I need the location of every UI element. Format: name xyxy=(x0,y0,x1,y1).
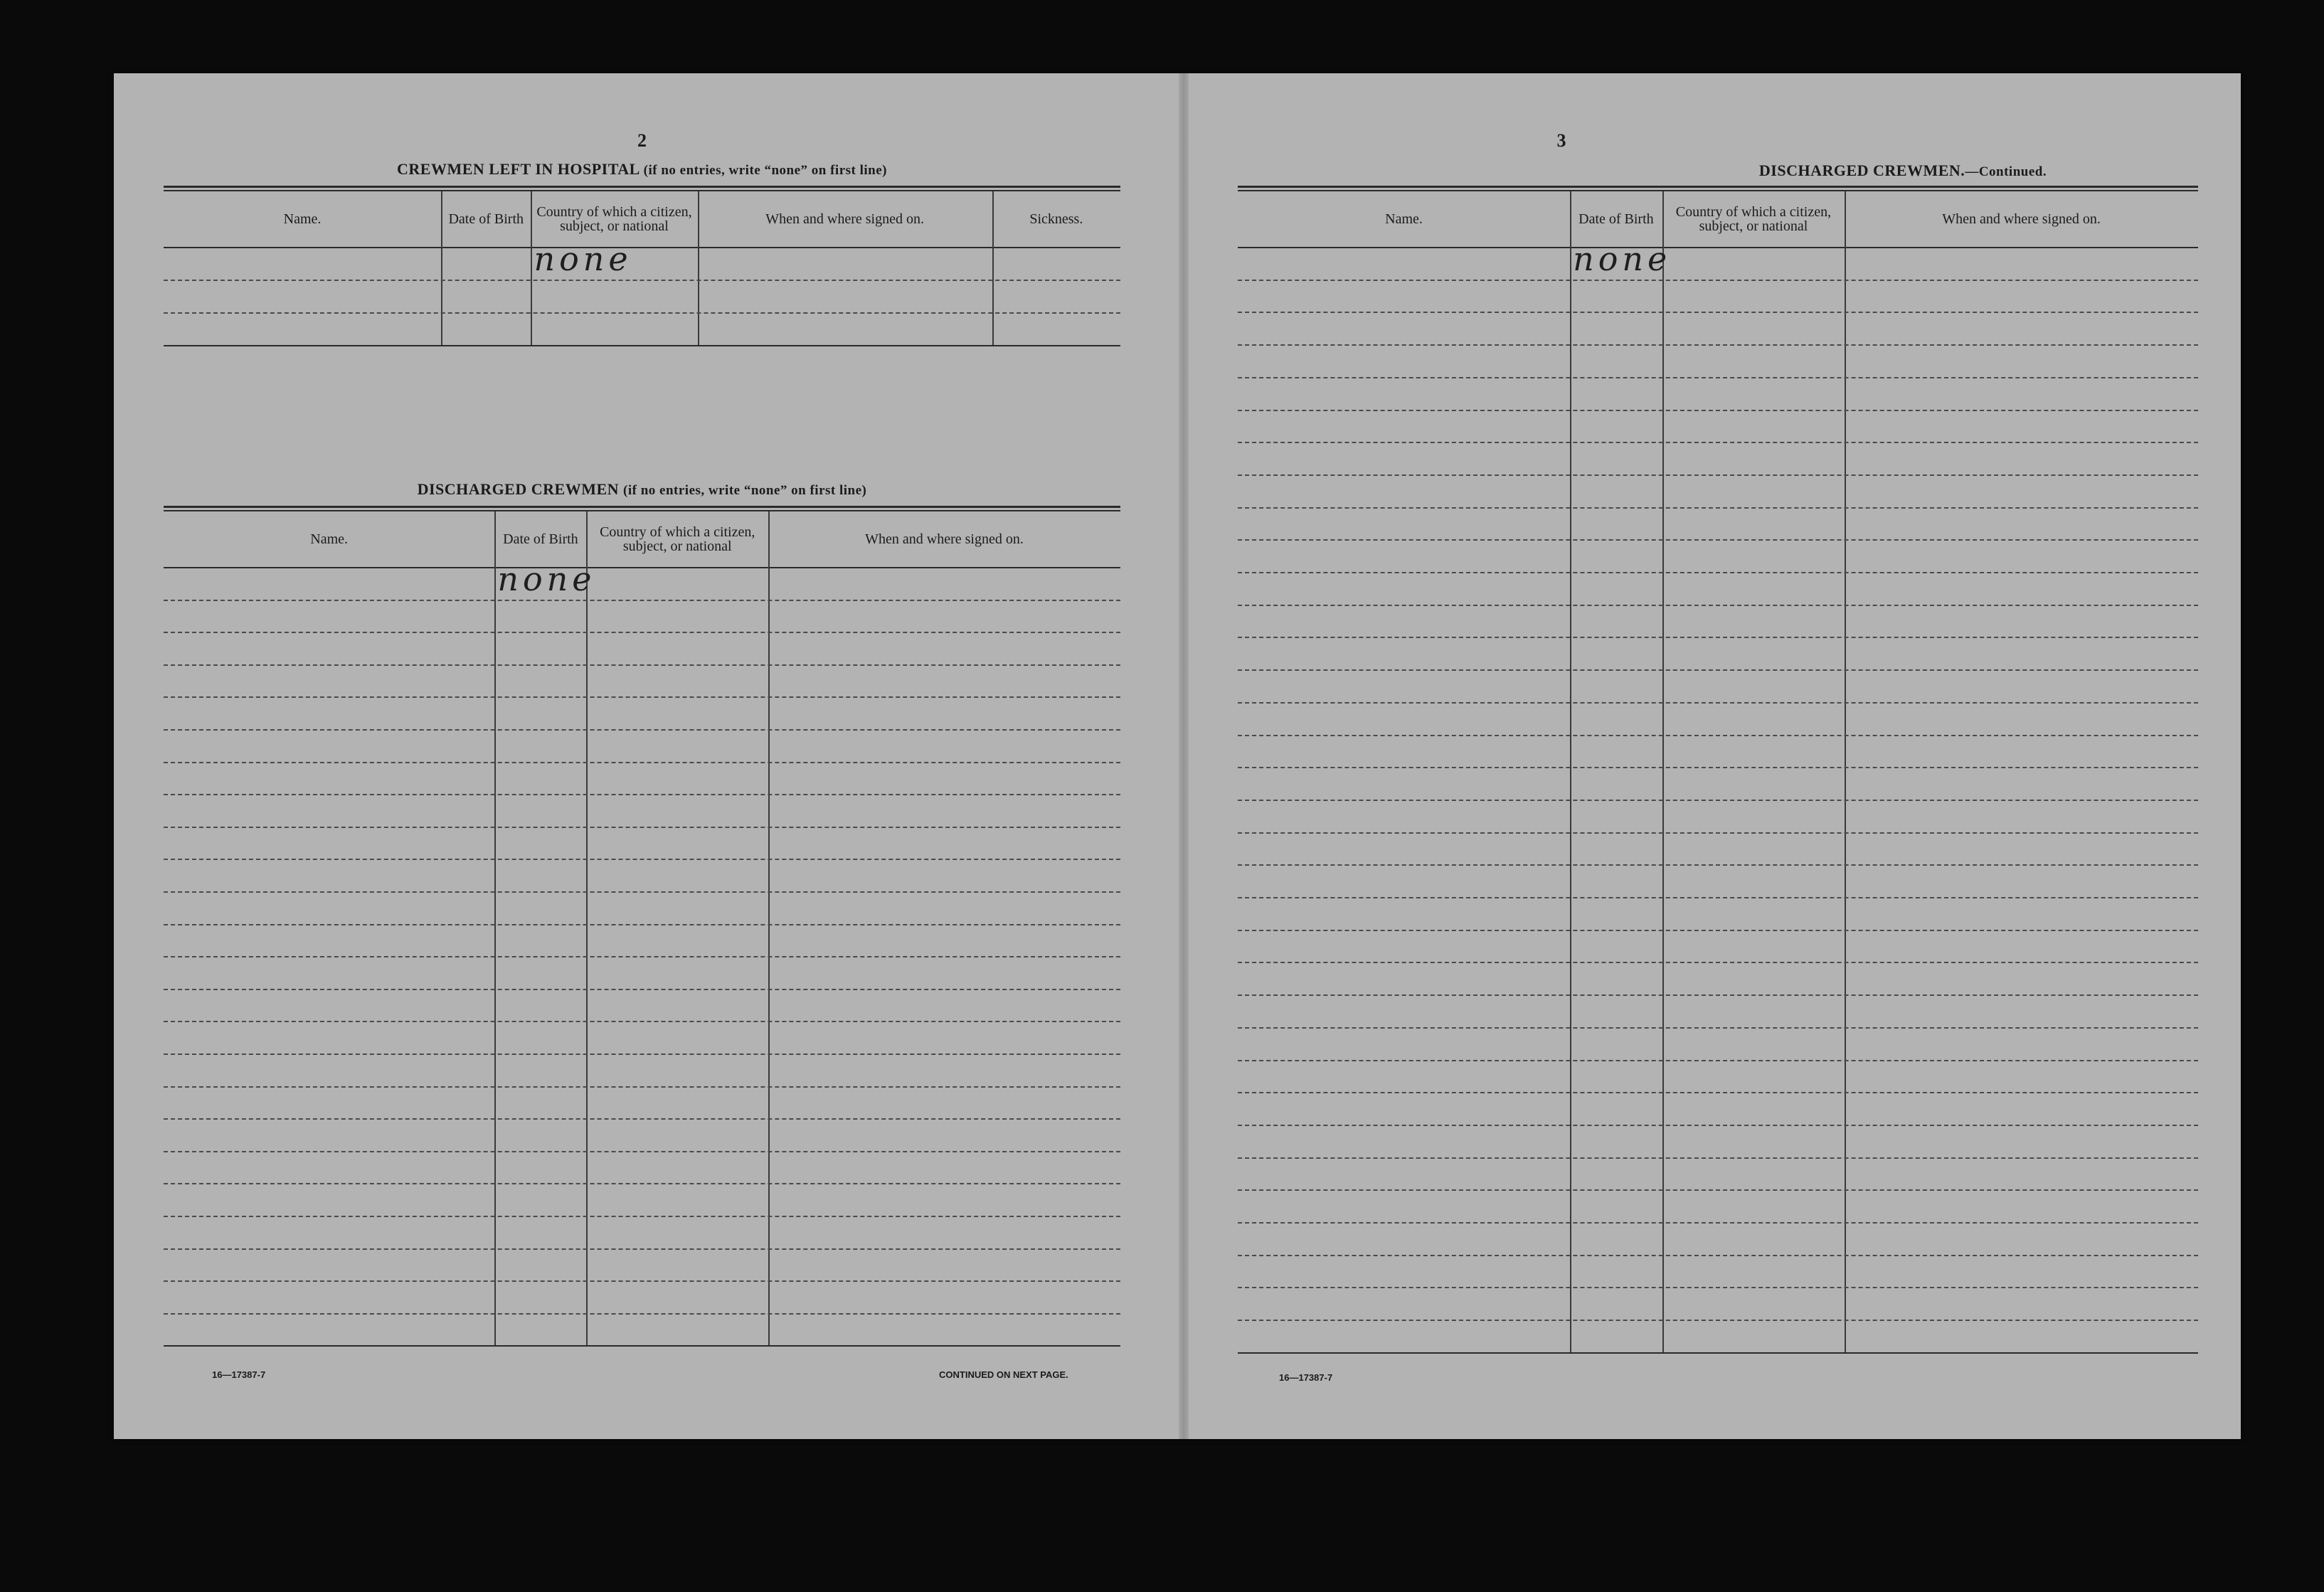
column-header: Date of Birth xyxy=(503,531,578,547)
table-row xyxy=(1238,994,2198,996)
table-row xyxy=(1238,1027,2198,1029)
table-body xyxy=(164,506,1120,1381)
form-number: 16—17387-7 xyxy=(1279,1372,1333,1383)
column-divider xyxy=(992,191,994,345)
table-row xyxy=(164,632,1120,633)
column-divider xyxy=(441,191,442,345)
table-row xyxy=(1238,669,2198,671)
table-row xyxy=(1238,312,2198,313)
table-row xyxy=(164,1151,1120,1152)
table-row xyxy=(1238,1092,2198,1093)
table-row xyxy=(1238,1189,2198,1191)
right-page xyxy=(1238,73,2198,1439)
column-divider xyxy=(586,511,588,1345)
column-divider xyxy=(1845,191,1846,1352)
table-row xyxy=(164,1183,1120,1184)
page-number: 3 xyxy=(1556,130,1566,151)
table-row xyxy=(1238,637,2198,638)
table-body xyxy=(1238,186,2198,1374)
table-row xyxy=(164,989,1120,990)
table-row xyxy=(1238,800,2198,801)
discharged-table xyxy=(164,506,1120,1381)
table-row xyxy=(1238,344,2198,346)
table-row xyxy=(164,664,1120,666)
column-header: Date of Birth xyxy=(1578,211,1654,227)
hospital-instruction: (if no entries, write “none” on first line) xyxy=(643,163,887,178)
discharged-continued-table xyxy=(1238,186,2198,1374)
table-row xyxy=(1238,1320,2198,1321)
continued-suffix: —Continued. xyxy=(1965,164,2047,179)
table-row xyxy=(1238,832,2198,834)
table-row xyxy=(1238,897,2198,898)
table-row xyxy=(1238,962,2198,963)
column-header: When and where signed on. xyxy=(865,531,1024,547)
table-row xyxy=(1238,702,2198,704)
page-number: 2 xyxy=(637,130,647,151)
table-row xyxy=(164,600,1120,601)
table-row xyxy=(164,1216,1120,1217)
table-row xyxy=(1238,442,2198,443)
discharged-continued-title-text: DISCHARGED CREWMEN. xyxy=(1758,161,1965,179)
table-row xyxy=(1238,280,2198,281)
table-row xyxy=(1238,377,2198,378)
table-row xyxy=(164,924,1120,925)
document-sheet xyxy=(114,73,2241,1439)
table-row xyxy=(1238,767,2198,768)
column-divider xyxy=(698,191,699,345)
table-row xyxy=(1238,605,2198,606)
column-divider xyxy=(1662,191,1664,1352)
discharged-instruction: (if no entries, write “none” on first line) xyxy=(623,483,867,498)
hospital-title-text: CREWMEN LEFT IN HOSPITAL xyxy=(397,160,640,178)
hospital-section-title xyxy=(164,160,1120,179)
table-row xyxy=(164,1248,1120,1250)
table-row xyxy=(164,312,1120,314)
discharged-continued-title xyxy=(1423,161,2324,180)
form-number: 16—17387-7 xyxy=(212,1369,266,1380)
column-header: When and where signed on. xyxy=(765,211,924,227)
column-header: Country of which a citizen, subject, or national xyxy=(536,204,692,234)
table-row xyxy=(164,1345,1120,1347)
column-divider xyxy=(494,511,496,1345)
table-row xyxy=(164,794,1120,795)
table-row xyxy=(164,1118,1120,1120)
column-divider xyxy=(531,191,532,345)
table-row xyxy=(1238,572,2198,573)
column-header: Date of Birth xyxy=(448,211,524,227)
table-row xyxy=(164,1054,1120,1055)
column-header: When and where signed on. xyxy=(1942,211,2101,227)
table-row xyxy=(1238,1157,2198,1159)
table-row xyxy=(1238,410,2198,411)
table-row xyxy=(1238,539,2198,541)
table-row xyxy=(164,1021,1120,1022)
column-divider xyxy=(1570,191,1571,1352)
table-row xyxy=(164,1313,1120,1315)
column-header: Name. xyxy=(310,531,349,547)
column-divider xyxy=(768,511,770,1345)
table-row xyxy=(164,1280,1120,1282)
table-row xyxy=(1238,1287,2198,1288)
table-row xyxy=(1238,864,2198,866)
table-row xyxy=(1238,1255,2198,1256)
table-row xyxy=(1238,1352,2198,1354)
page-gutter xyxy=(1179,73,1189,1439)
table-row xyxy=(164,762,1120,763)
table-row xyxy=(164,1086,1120,1088)
discharged-section-title xyxy=(164,480,1120,499)
table-row xyxy=(164,827,1120,828)
table-row xyxy=(164,280,1120,281)
column-header: Sickness. xyxy=(1029,211,1083,227)
table-row xyxy=(1238,930,2198,931)
continued-note: CONTINUED ON NEXT PAGE. xyxy=(939,1369,1068,1380)
table-row xyxy=(1238,1060,2198,1061)
table-row xyxy=(164,729,1120,731)
table-row xyxy=(164,345,1120,346)
table-row xyxy=(164,696,1120,698)
table-row xyxy=(1238,1125,2198,1126)
table-row xyxy=(164,859,1120,860)
handwritten-entry: none xyxy=(497,560,596,598)
handwritten-entry: none xyxy=(1573,240,1672,278)
column-header: Country of which a citizen, subject, or national xyxy=(1675,204,1832,234)
column-header: Name. xyxy=(1385,211,1423,227)
table-row xyxy=(1238,474,2198,476)
table-row xyxy=(164,891,1120,893)
column-header: Name. xyxy=(283,211,322,227)
table-row xyxy=(1238,507,2198,509)
discharged-title-text: DISCHARGED CREWMEN xyxy=(417,480,620,498)
left-page xyxy=(164,73,1120,1439)
handwritten-entry: none xyxy=(534,240,632,278)
column-header: Country of which a citizen, subject, or national xyxy=(600,524,755,554)
table-row xyxy=(164,956,1120,957)
table-row xyxy=(1238,735,2198,736)
table-row xyxy=(1238,1222,2198,1224)
